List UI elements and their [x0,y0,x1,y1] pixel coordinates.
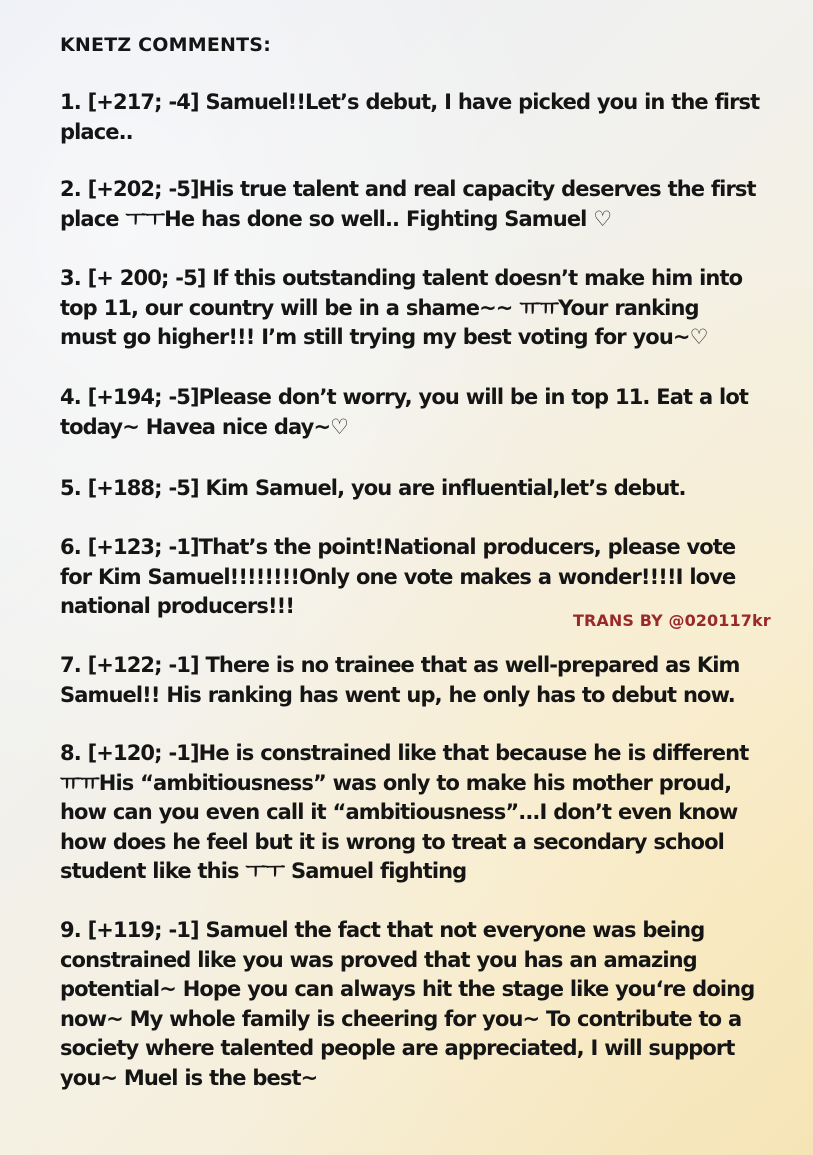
comment-item: 8. [+120; -1]He is constrained like that because he is different ㅠㅠHis “ambitiousness” was only to make his mother proud, how can you even call it “ambitiousness”...I don’t even know how does he feel but it is wrong to treat a secondary school student like this ㅜㅜ Samuel fighting [60,741,749,884]
comment-item: 1. [+217; -4] Samuel!!Let’s debut, I have picked you in the first place.. [60,90,760,144]
comment-item: 3. [+ 200; -5] If this outstanding talent doesn’t make him into top 11, our country will be in a shame~~ ㅠㅠYour ranking must go higher!!! I’m still trying my best voting for you~♡ [60,266,743,350]
comment-item: 6. [+123; -1]That’s the point!National producers, please vote for Kim Samuel!!!!!!!!Only one vote makes a wonder!!!!I love national producers!!! [60,535,736,619]
comment-item: 9. [+119; -1] Samuel the fact that not everyone was being constrained like you was proved that you has an amazing potential~ Hope you can always hit the stage like you‘re doing now~ My whole family is cheering for you~ To contribute to a society where talented people are appreciated, I will support you~ Muel is the best~ [60,918,755,1090]
translator-credit: TRANS BY @020117kr [573,611,771,630]
page-title: KNETZ COMMENTS: [60,34,271,56]
comment-item: 2. [+202; -5]His true talent and real capacity deserves the first place ㅜㅜHe has done so well.. Fighting Samuel ♡ [60,177,756,231]
comment-item: 7. [+122; -1] There is no trainee that as well-prepared as Kim Samuel!! His ranking has went up, he only has to debut now. [60,653,740,707]
comment-item: 5. [+188; -5] Kim Samuel, you are influential,let’s debut. [60,476,686,500]
comment-item: 4. [+194; -5]Please don’t worry, you will be in top 11. Eat a lot today~ Havea nice day~♡ [60,385,749,439]
